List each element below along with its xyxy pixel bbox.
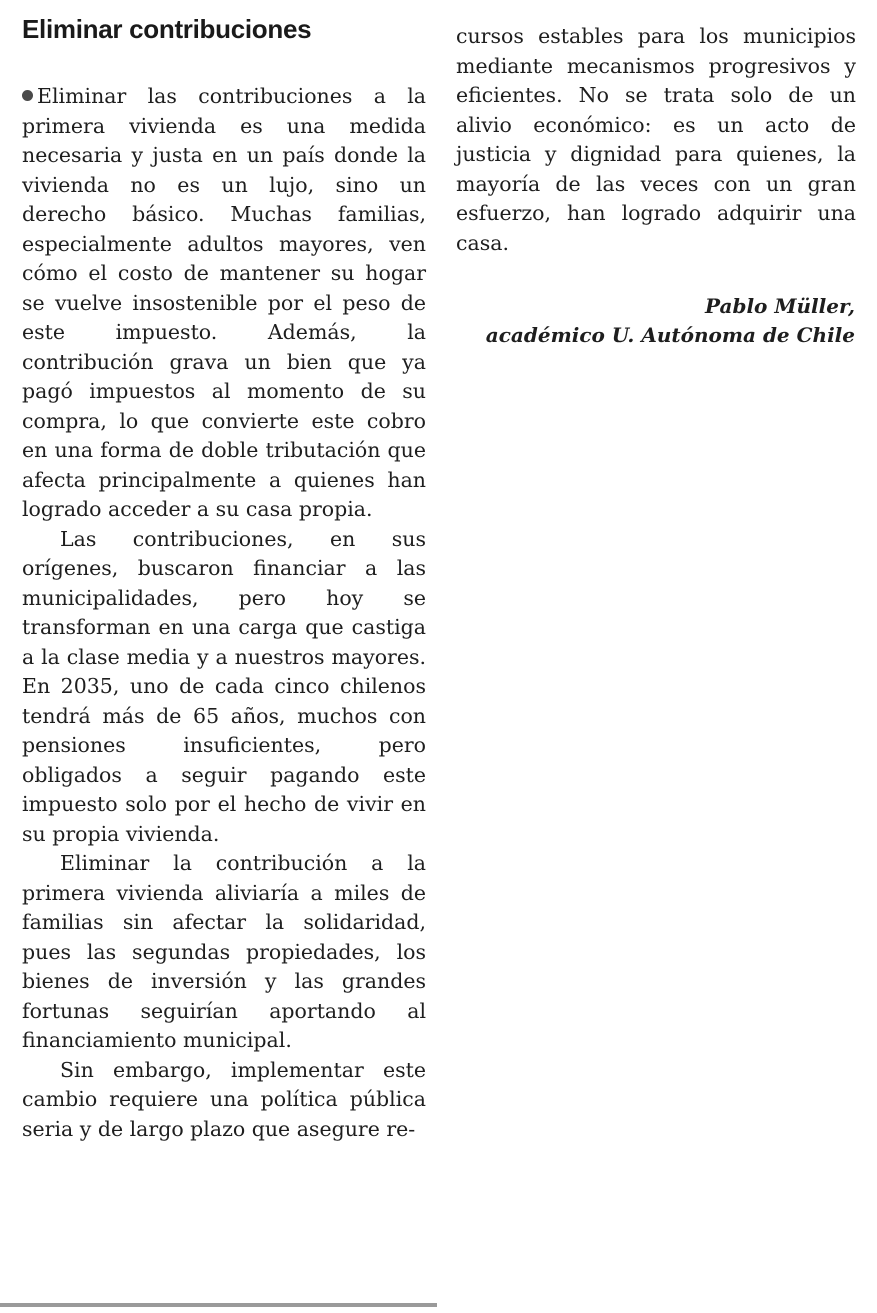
author-affiliation: académico U. Autónoma de Chile [485, 323, 855, 347]
bullet-icon [22, 90, 33, 101]
paragraph-1 [22, 82, 426, 525]
paragraph-1-text: Eliminar las contribuciones a la primera vivienda es una medida necesaria y justa en un país donde la vivienda no es un lujo, sino un derecho básico. Muchas familias, especialmente adultos mayores, ven cómo el costo de mantener su hogar se vuelve insostenible por el peso de este impuesto. Además, la contribución grava un bien que ya pagó impuestos al momento de su compra, lo que convierte este cobro en una forma de doble tributación que afecta principalmente a quienes han logrado acceder a su casa propia. [22, 84, 426, 521]
bottom-divider [0, 1303, 437, 1307]
article-title: Eliminar contribuciones [22, 14, 312, 44]
left-column [22, 82, 426, 1144]
paragraph-4: Sin embargo, implementar este cambio requiere una política pública seria y de largo plazo que asegure re- [22, 1057, 426, 1141]
author-name: Pablo Müller, [705, 294, 855, 318]
signature-block [486, 292, 855, 350]
right-column [456, 22, 856, 258]
paragraph-3: Eliminar la contribución a la primera vivienda aliviaría a miles de familias sin afectar la solidaridad, pues las segundas propiedades, los bienes de inversión y las grandes fortunas seguirían aportando al financiamiento municipal. [22, 851, 426, 1052]
paragraph-continued: cursos estables para los municipios mediante mecanismos progresivos y eficientes. No se trata solo de un alivio económico: es un acto de justicia y dignidad para quienes, la mayoría de las veces con un gran esfuerzo, han logrado adquirir una casa. [456, 24, 856, 255]
paragraph-2: Las contribuciones, en sus orígenes, buscaron financiar a las municipalidades, pero hoy se transforman en una carga que castiga a la clase media y a nuestros mayores. En 2035, uno de cada cinco chilenos tendrá más de 65 años, muchos con pensiones insuficientes, pero obligados a seguir pagando este impuesto solo por el hecho de vivir en su propia vivienda. [22, 526, 426, 846]
